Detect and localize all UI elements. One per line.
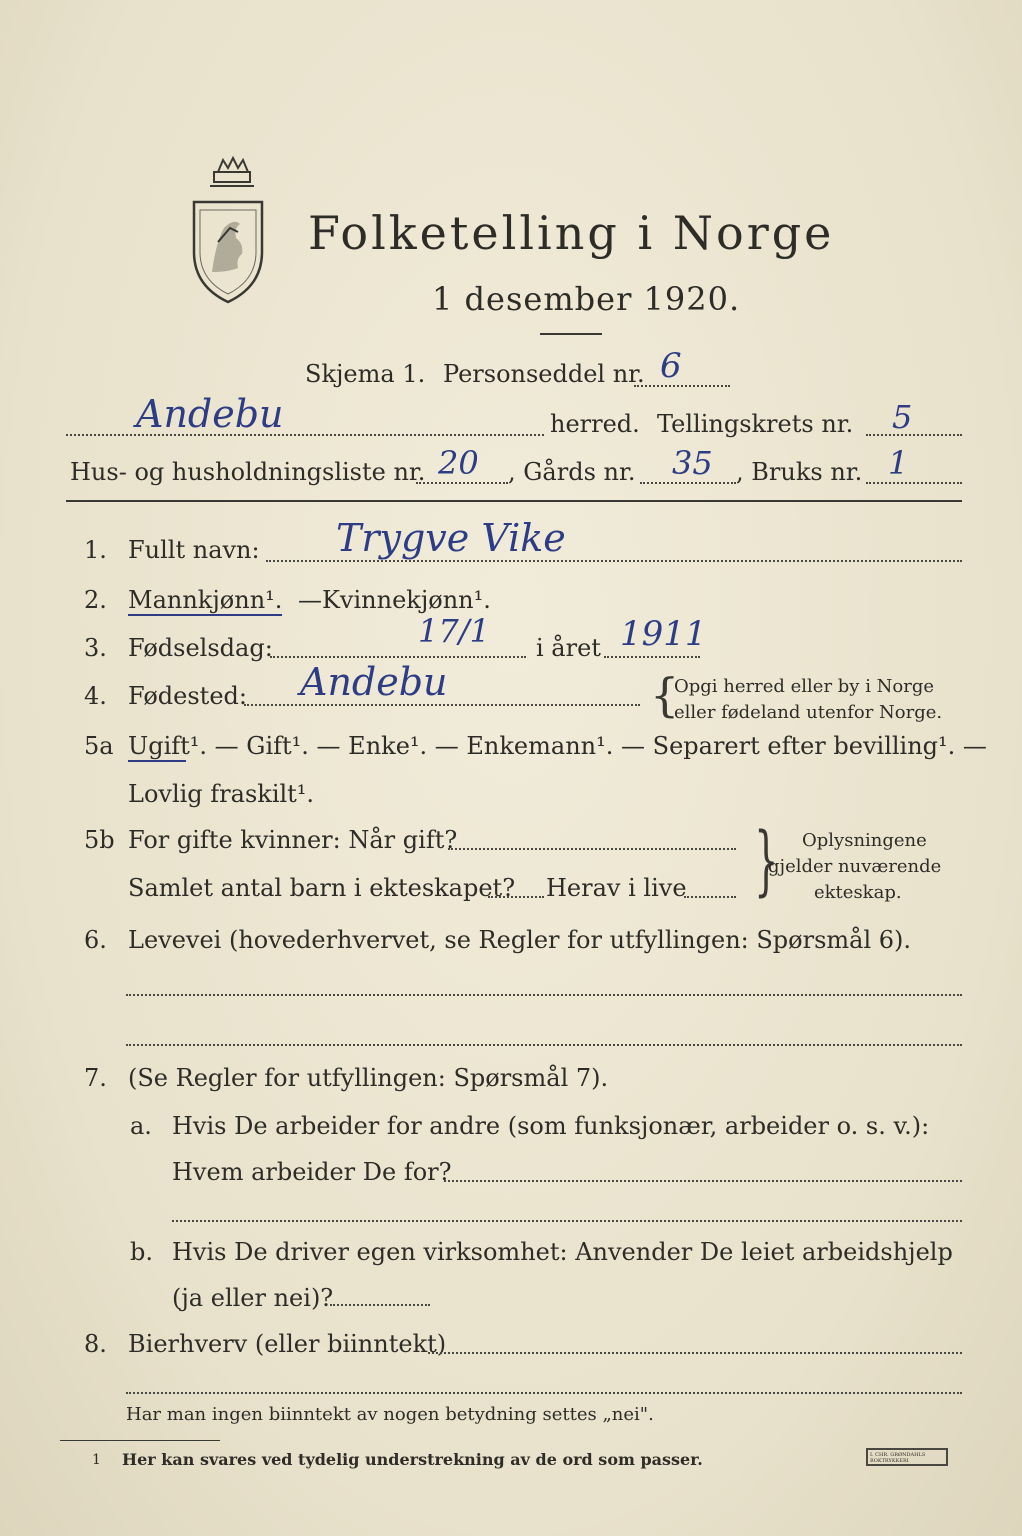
- header-rule: [66, 500, 962, 502]
- q5b-married-line: [448, 848, 736, 850]
- q5b-married-when: For gifte kvinner: Når gift?: [128, 826, 458, 854]
- bruks-label: , Bruks nr.: [736, 458, 863, 486]
- q7b-question: Hvis De driver egen virksomhet: Anvender De leiet arbeidshjelp: [172, 1238, 953, 1266]
- gards-line: [640, 482, 736, 484]
- q6-line2: [126, 1044, 962, 1046]
- q8-note: Har man ingen biinntekt av nogen betydning settes „nei".: [126, 1404, 654, 1425]
- census-date: 1 desember 1920.: [432, 280, 741, 318]
- q5a-options-line2[interactable]: Lovlig fraskilt¹.: [128, 780, 315, 808]
- herred-label: herred.: [550, 410, 640, 438]
- bruks-line: [866, 482, 962, 484]
- q3-line: [270, 656, 526, 658]
- q3-number: 3.: [84, 634, 107, 662]
- q5b-children-line: [488, 896, 544, 898]
- q7b-answer-line: [330, 1304, 430, 1306]
- q5b-brace: }: [754, 815, 779, 904]
- q5b-note-line3: ekteskap.: [814, 882, 902, 903]
- footnote-mark: 1: [92, 1452, 101, 1468]
- printer-stamp: [866, 1448, 948, 1466]
- bruks-value[interactable]: 1: [888, 444, 909, 482]
- herred-value[interactable]: Andebu: [136, 392, 284, 436]
- q4-number: 4.: [84, 682, 107, 710]
- q7a-employer-label: Hvem arbeider De for?: [172, 1158, 452, 1186]
- q3-label: Fødselsdag:: [128, 634, 273, 662]
- coat-of-arms-icon: [188, 152, 268, 312]
- herred-line: [66, 434, 544, 436]
- q5b-alive-line: [684, 896, 736, 898]
- q5a-number: 5a: [84, 732, 114, 760]
- q2-separator: —: [298, 586, 322, 614]
- q1-line: [266, 560, 962, 562]
- skjema-label: Skjema 1.: [305, 360, 426, 388]
- q8-number: 8.: [84, 1330, 107, 1358]
- q5b-note-line2: gjelder nuværende: [768, 856, 942, 877]
- q3-birthday-value[interactable]: 17/1: [418, 612, 490, 650]
- q5b-children-label: Samlet antal barn i ekteskapet?: [128, 874, 516, 902]
- q4-note-line2: eller fødeland utenfor Norge.: [674, 702, 943, 723]
- q3-year-value[interactable]: 1911: [620, 614, 707, 654]
- q7a-letter: a.: [130, 1112, 152, 1140]
- tellingskrets-value[interactable]: 5: [892, 398, 913, 436]
- hus-value[interactable]: 20: [438, 444, 479, 482]
- footnote-rule: [60, 1440, 220, 1441]
- hus-line: [416, 482, 508, 484]
- q6-line1: [126, 994, 962, 996]
- tellingskrets-label: Tellingskrets nr.: [657, 410, 854, 438]
- printer-stamp-text: I. CHR. GRØNDAHLS BOKTRYKKERI: [870, 1452, 926, 1464]
- q1-name-value[interactable]: Trygve Vike: [336, 516, 566, 560]
- page-title: Folketelling i Norge: [308, 206, 835, 260]
- q2-number: 2.: [84, 586, 107, 614]
- q4-note-line1: Opgi herred eller by i Norge: [674, 676, 935, 697]
- q1-label: Fullt navn:: [128, 536, 260, 564]
- personseddel-label: Personseddel nr.: [443, 360, 645, 388]
- q5a-options[interactable]: Ugift¹. — Gift¹. — Enke¹. — Enkemann¹. — Separert efter bevilling¹. —: [128, 732, 987, 760]
- q6-label: Levevei (hovederhvervet, se Regler for utfyllingen: Spørsmål 6).: [128, 926, 912, 954]
- q4-line: [244, 704, 640, 706]
- q7a-extra-line: [172, 1220, 962, 1222]
- q7b-answer-label: (ja eller nei)?: [172, 1284, 334, 1312]
- q5b-alive-label: Herav i live: [546, 874, 687, 902]
- q5a-ugift-underline: [128, 760, 186, 762]
- q5b-note-line1: Oplysningene: [802, 830, 927, 851]
- hus-label: Hus- og husholdningsliste nr.: [70, 458, 426, 486]
- gards-label: , Gårds nr.: [508, 458, 636, 486]
- q7-label: (Se Regler for utfyllingen: Spørsmål 7).: [128, 1064, 609, 1092]
- q2-male-option[interactable]: Mannkjønn¹.: [128, 586, 283, 614]
- q1-number: 1.: [84, 536, 107, 564]
- gards-value[interactable]: 35: [672, 444, 713, 482]
- q4-brace: {: [650, 668, 680, 722]
- footnote-text: Her kan svares ved tydelig understrekning av de ord som passer.: [122, 1450, 703, 1469]
- title-rule: [540, 333, 602, 335]
- q8-label: Bierhverv (eller biinntekt): [128, 1330, 447, 1358]
- q7a-question: Hvis De arbeider for andre (som funksjonær, arbeider o. s. v.):: [172, 1112, 930, 1140]
- q2-female-option[interactable]: Kvinnekjønn¹.: [322, 586, 491, 614]
- q8-line: [428, 1352, 962, 1354]
- q4-birthplace-value[interactable]: Andebu: [300, 660, 448, 704]
- q5b-number: 5b: [84, 826, 115, 854]
- q7a-employer-line: [444, 1180, 962, 1182]
- q3-year-label: i året: [536, 634, 601, 662]
- q7b-letter: b.: [130, 1238, 153, 1266]
- personseddel-line: [634, 385, 730, 387]
- personseddel-value[interactable]: 6: [660, 346, 682, 386]
- q8-extra-line: [126, 1392, 962, 1394]
- tellingskrets-line: [866, 434, 962, 436]
- q7-number: 7.: [84, 1064, 107, 1092]
- q4-label: Fødested:: [128, 682, 247, 710]
- q3-year-line: [604, 656, 700, 658]
- q6-number: 6.: [84, 926, 107, 954]
